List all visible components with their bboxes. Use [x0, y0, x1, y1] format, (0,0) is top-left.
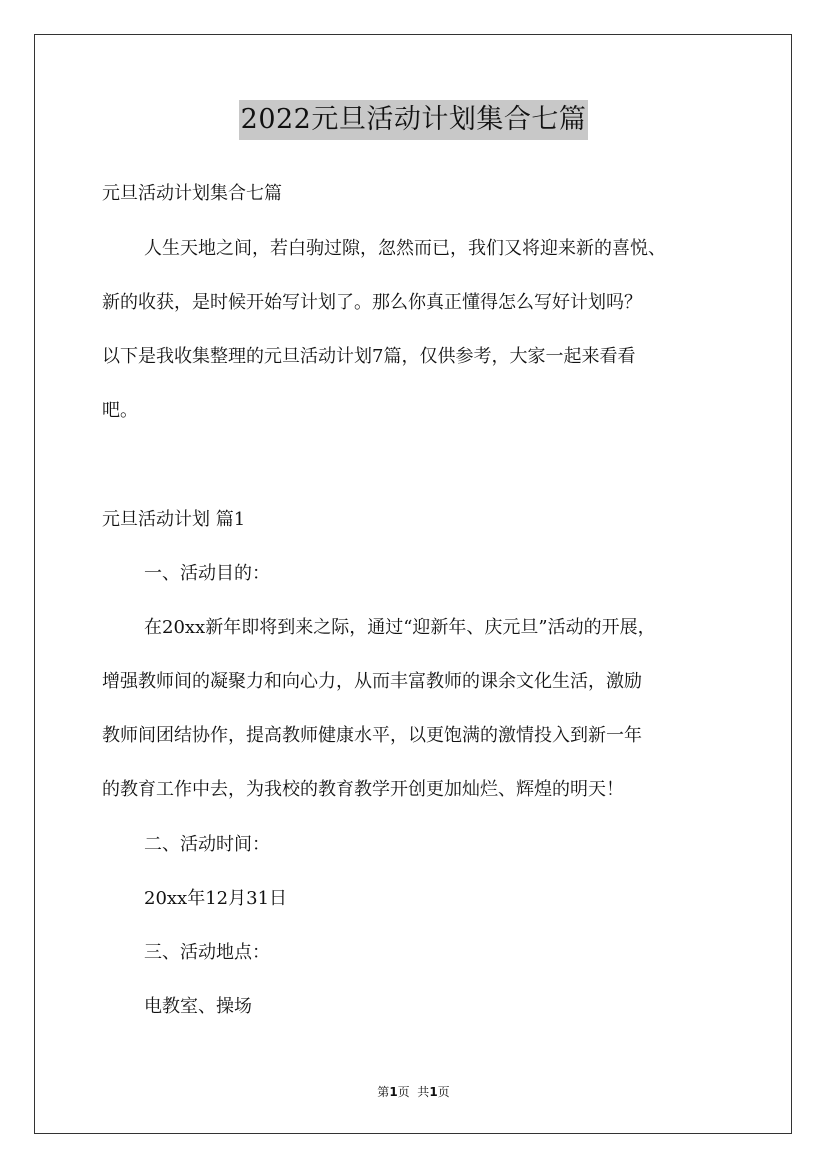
footer-suffix: 页 — [437, 1085, 450, 1099]
intro-line-4: 吧。 — [102, 400, 138, 421]
time-value: 20xx年12月31日 — [144, 888, 288, 909]
intro-line-3: 以下是我收集整理的元旦活动计划7篇，仅供参考，大家一起来看看 — [102, 346, 636, 367]
time-heading: 二、活动时间： — [144, 834, 270, 855]
purpose-line-3: 教师间团结协作，提高教师健康水平，以更饱满的激情投入到新一年 — [102, 725, 642, 746]
purpose-line-4: 的教育工作中去，为我校的教育教学开创更加灿烂、辉煌的明天！ — [102, 779, 624, 800]
intro-line-2: 新的收获，是时候开始写计划了。那么你真正懂得怎么写好计划吗？ — [102, 292, 642, 313]
intro-line-1: 人生天地之间，若白驹过隙，忽然而已，我们又将迎来新的喜悦、 — [144, 238, 666, 259]
section-heading: 元旦活动计划 篇1 — [102, 509, 246, 530]
footer-page-current: 1 — [389, 1085, 398, 1099]
purpose-line-2: 增强教师间的凝聚力和向心力，从而丰富教师的课余文化生活，激励 — [102, 671, 642, 692]
page-footer — [0, 1083, 827, 1101]
document-title: 2022元旦活动计划集合七篇 — [239, 100, 589, 140]
purpose-line-1: 在20xx新年即将到来之际，通过“迎新年、庆元旦”活动的开展， — [144, 617, 656, 638]
footer-prefix: 第 — [377, 1085, 390, 1099]
document-subtitle: 元旦活动计划集合七篇 — [102, 183, 282, 204]
place-heading: 三、活动地点： — [144, 942, 270, 963]
purpose-heading: 一、活动目的： — [144, 563, 270, 584]
title-container — [0, 100, 827, 140]
place-value: 电教室、操场 — [144, 996, 252, 1017]
footer-page-total: 1 — [429, 1085, 438, 1099]
footer-mid: 页 共 — [397, 1085, 430, 1099]
